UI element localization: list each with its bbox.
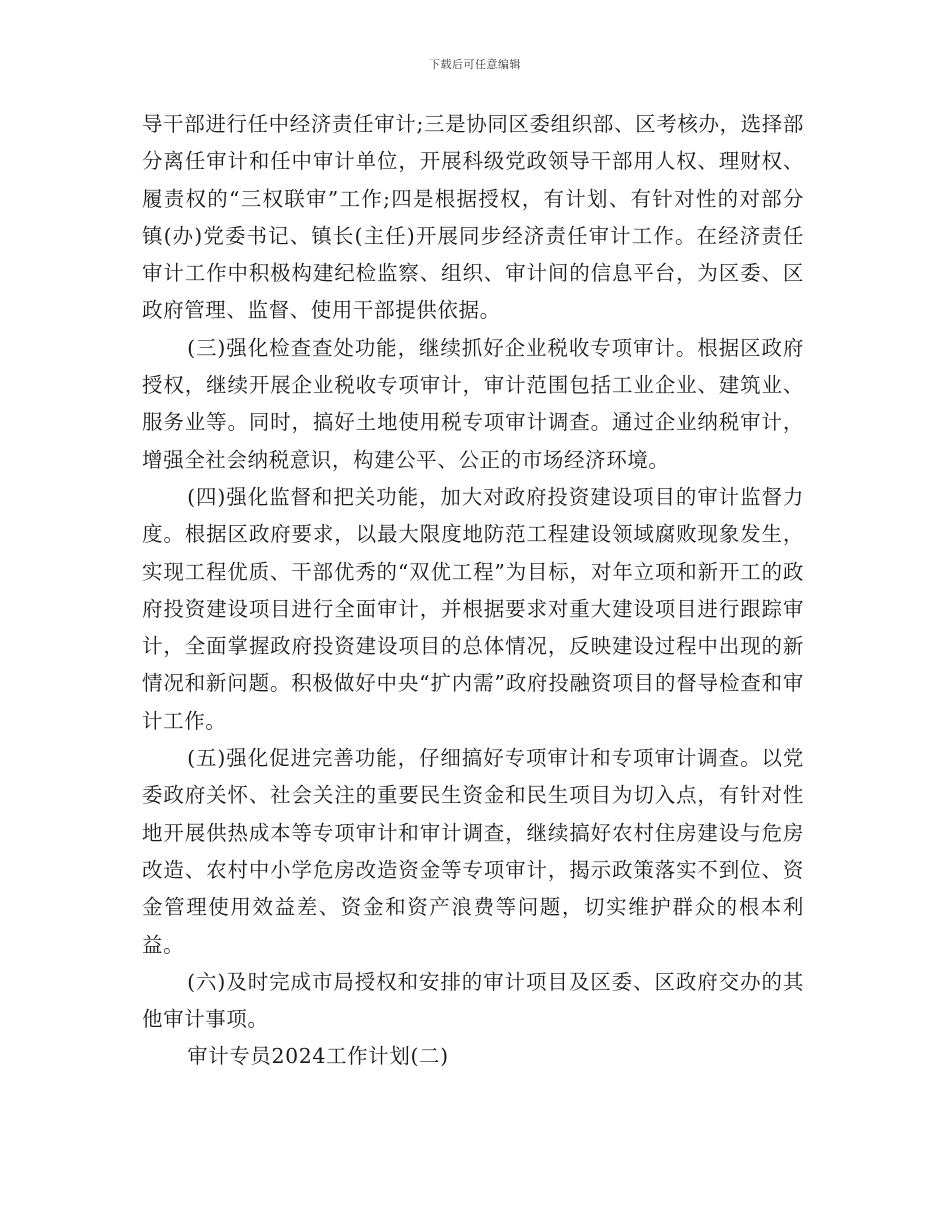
paragraph-section-6: (六)及时完成市局授权和安排的审计项目及区委、区政府交办的其他审计事项。 — [142, 969, 804, 1032]
page-header: 下载后可任意编辑 — [429, 58, 521, 71]
paragraph-section-3: (三)强化检查查处功能，继续抓好企业税收专项审计。根据区政府授权，继续开展企业税收专项审计，审计范围包括工业企业、建筑业、服务业等。同时，搞好土地使用税专项审计调查。通过企业纳税审计，增强全社会纳税意识，构建公平、公正的市场经济环境。 — [142, 335, 804, 472]
document-body — [142, 106, 804, 1076]
paragraph-section-4: (四)强化监督和把关功能，加大对政府投资建设项目的审计监督力度。根据区政府要求，以最大限度地防范工程建设领域腐败现象发生，实现工程优质、干部优秀的“双优工程”为目标，对年立项和新开工的政府投资建设项目进行全面审计，并根据要求对重大建设项目进行跟踪审计，全面掌握政府投资建设项目的总体情况，反映建设过程中出现的新情况和新问题。积极做好中央“扩内需”政府投融资项目的督导检查和审计工作。 — [142, 484, 804, 733]
paragraph-section-5: (五)强化促进完善功能，仔细搞好专项审计和专项审计调查。以党委政府关怀、社会关注的重要民生资金和民生项目为切入点，有针对性地开展供热成本等专项审计和审计调查，继续搞好农村住房建设与危房改造、农村中小学危房改造资金等专项审计，揭示政策落实不到位、资金管理使用效益差、资金和资产浪费等问题，切实维护群众的根本利益。 — [142, 746, 804, 957]
section-heading: 审计专员2024工作计划(二) — [187, 1044, 449, 1069]
paragraph-continued: 导干部进行任中经济责任审计;三是协同区委组织部、区考核办，选择部分离任审计和任中审计单位，开展科级党政领导干部用人权、理财权、履责权的“三权联审”工作;四是根据授权，有计划、有针对性的对部分镇(办)党委书记、镇长(主任)开展同步经济责任审计工作。在经济责任审计工作中积极构建纪检监察、组织、审计间的信息平台，为区委、区政府管理、监督、使用干部提供依据。 — [142, 112, 804, 323]
